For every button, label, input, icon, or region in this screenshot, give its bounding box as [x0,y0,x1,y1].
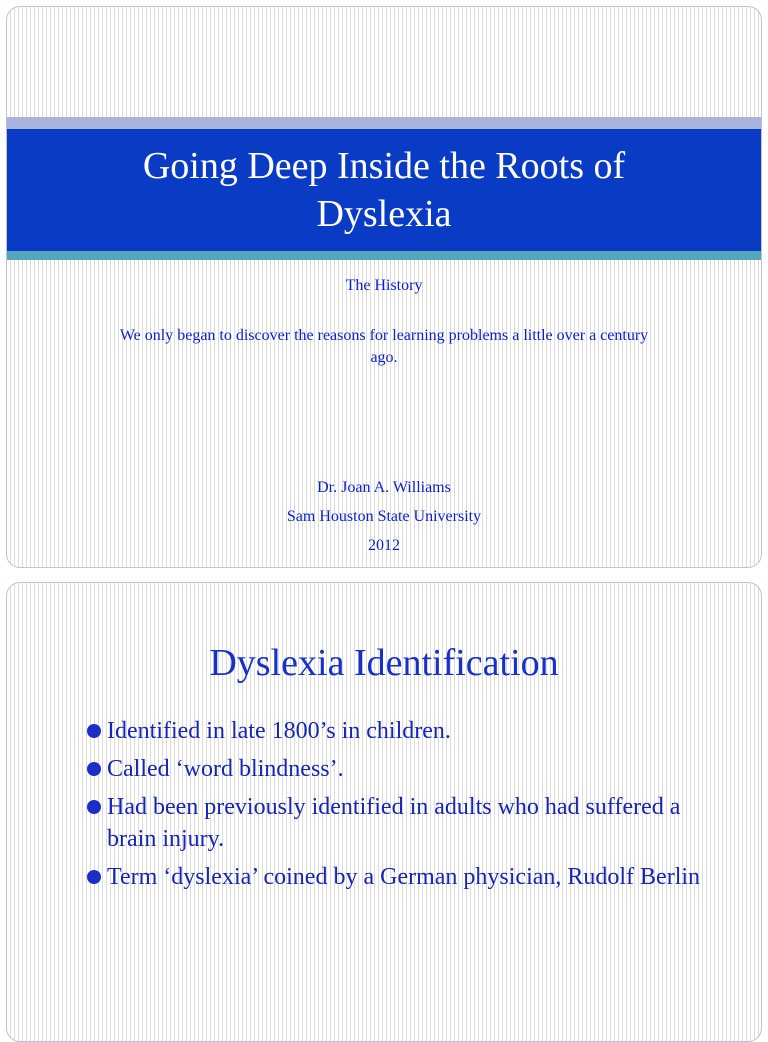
intro-text: We only began to discover the reasons for learning problems a little over a century ago. [119,327,649,366]
author-name: Dr. Joan A. Williams [317,479,451,496]
bullet-icon [87,870,101,884]
list-item [87,861,727,893]
bullet-text: Term ‘dyslexia’ coined by a German physician, Rudolf Berlin [107,864,701,890]
bullet-list [87,715,727,899]
slide-2-title: Dyslexia Identification [209,642,559,684]
bullet-icon [87,800,101,814]
list-item [87,753,727,785]
year: 2012 [368,537,400,554]
list-item [87,791,727,855]
slide-2 [6,582,762,1042]
slide-1 [6,6,762,568]
bullet-text: Had been previously identified in adults who had suffered a brain injury. [107,794,681,852]
title-top-stripe [7,117,761,129]
title-bottom-stripe [7,251,761,260]
bullet-text: Called ‘word blindness’. [107,756,344,782]
bullet-text: Identified in late 1800’s in children. [107,718,451,744]
slide-1-title: Going Deep Inside the Roots of Dyslexia [142,145,626,235]
subtitle: The History [345,277,423,294]
list-item [87,715,727,747]
bullet-icon [87,724,101,738]
bullet-icon [87,762,101,776]
institution-name: Sam Houston State University [286,508,482,525]
subtitle-block [7,275,761,369]
author-block [7,473,761,560]
title-band [7,129,761,251]
